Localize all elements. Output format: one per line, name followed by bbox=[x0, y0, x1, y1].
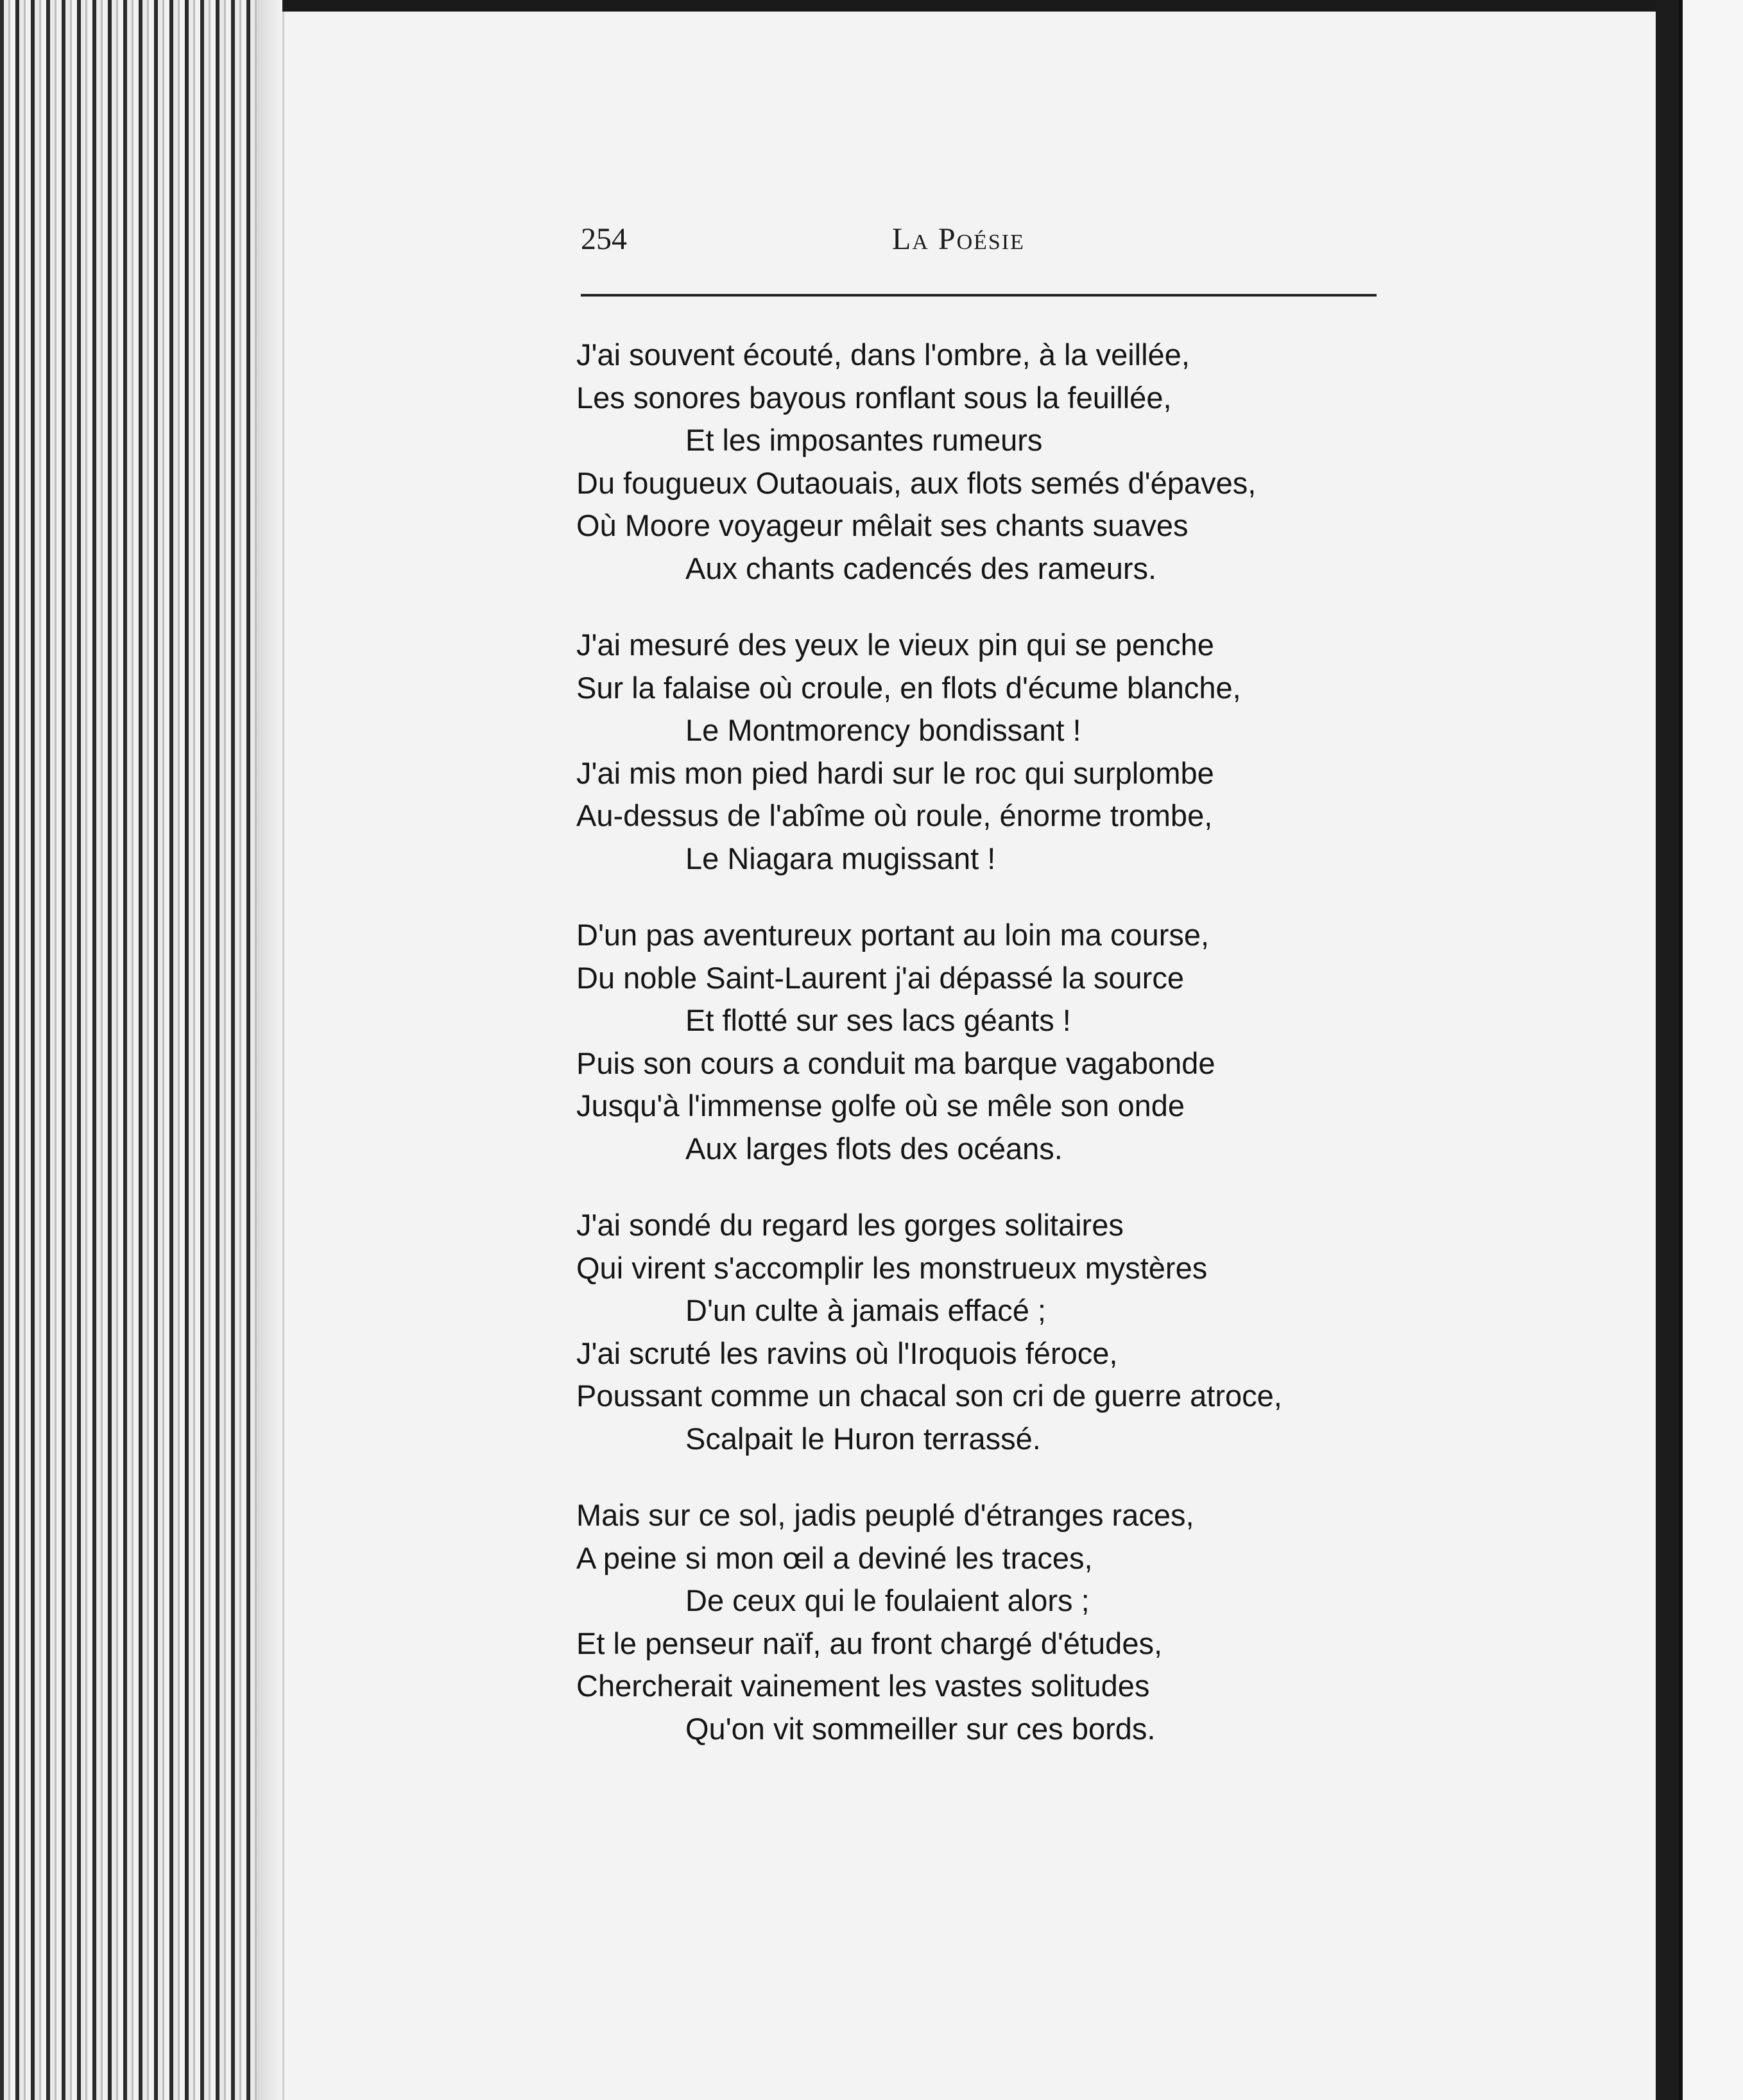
verse-line: D'un pas aventureux portant au loin ma course, bbox=[576, 918, 1210, 952]
verse-line: Du noble Saint-Laurent j'ai dépassé la source bbox=[576, 960, 1184, 995]
verse-line: Puis son cours a conduit ma barque vagabonde bbox=[576, 1046, 1215, 1080]
verse-line: J'ai mis mon pied hardi sur le roc qui surplombe bbox=[576, 755, 1214, 790]
verse-line: J'ai sondé du regard les gorges solitaires bbox=[576, 1208, 1124, 1242]
facing-page-edge bbox=[1679, 0, 1743, 2100]
verse-line: Les sonores bayous ronflant sous la feuillée, bbox=[576, 380, 1172, 415]
verse-line: Poussant comme un chacal son cri de guerre atroce, bbox=[576, 1379, 1282, 1413]
page-number: 254 bbox=[581, 222, 627, 256]
verse-line: Où Moore voyageur mêlait ses chants suaves bbox=[576, 508, 1189, 542]
verse-line: Scalpait le Huron terrassé. bbox=[685, 1421, 1041, 1456]
verse-line: D'un culte à jamais effacé ; bbox=[685, 1293, 1046, 1327]
verse-line: Qui virent s'accomplir les monstrueux mystères bbox=[576, 1250, 1208, 1285]
running-title: La Poésie bbox=[892, 222, 1025, 256]
verse-line: Mais sur ce sol, jadis peuplé d'étranges races, bbox=[576, 1498, 1194, 1532]
stanza bbox=[576, 624, 1411, 880]
stanza bbox=[576, 334, 1411, 590]
verse-line: Qu'on vit sommeiller sur ces bords. bbox=[685, 1711, 1156, 1746]
verse-line: Le Montmorency bondissant ! bbox=[685, 713, 1081, 747]
poem-body bbox=[576, 334, 1411, 1784]
gutter-shadow bbox=[1656, 0, 1679, 2100]
verse-line: Le Niagara mugissant ! bbox=[685, 841, 996, 875]
verse-line: Au-dessus de l'abîme où roule, énorme trombe, bbox=[576, 798, 1213, 832]
page-edges bbox=[0, 0, 282, 2100]
verse-line: J'ai scruté les ravins où l'Iroquois féroce, bbox=[576, 1336, 1118, 1370]
verse-line: Et le penseur naïf, au front chargé d'études, bbox=[576, 1626, 1163, 1660]
stanza bbox=[576, 914, 1411, 1170]
verse-line: Sur la falaise où croule, en flots d'écume blanche, bbox=[576, 670, 1241, 705]
verse-line: A peine si mon œil a deviné les traces, bbox=[576, 1540, 1093, 1575]
verse-line: De ceux qui le foulaient alors ; bbox=[685, 1583, 1090, 1617]
verse-line: Et flotté sur ses lacs géants ! bbox=[685, 1003, 1071, 1037]
page-header bbox=[581, 221, 1373, 260]
verse-line: Aux chants cadencés des rameurs. bbox=[685, 551, 1157, 585]
verse-line: J'ai souvent écouté, dans l'ombre, à la veillée, bbox=[576, 338, 1190, 372]
verse-line: Chercherait vainement les vastes solitudes bbox=[576, 1669, 1150, 1703]
verse-line: Du fougueux Outaouais, aux flots semés d'épaves, bbox=[576, 465, 1257, 500]
header-rule bbox=[581, 294, 1377, 297]
verse-line: Aux larges flots des océans. bbox=[685, 1131, 1063, 1166]
verse-line: Jusqu'à l'immense golfe où se mêle son onde bbox=[576, 1089, 1185, 1123]
stanza bbox=[576, 1494, 1411, 1750]
stanza bbox=[576, 1204, 1411, 1460]
verse-line: Et les imposantes rumeurs bbox=[685, 423, 1043, 457]
verse-line: J'ai mesuré des yeux le vieux pin qui se penche bbox=[576, 628, 1214, 662]
